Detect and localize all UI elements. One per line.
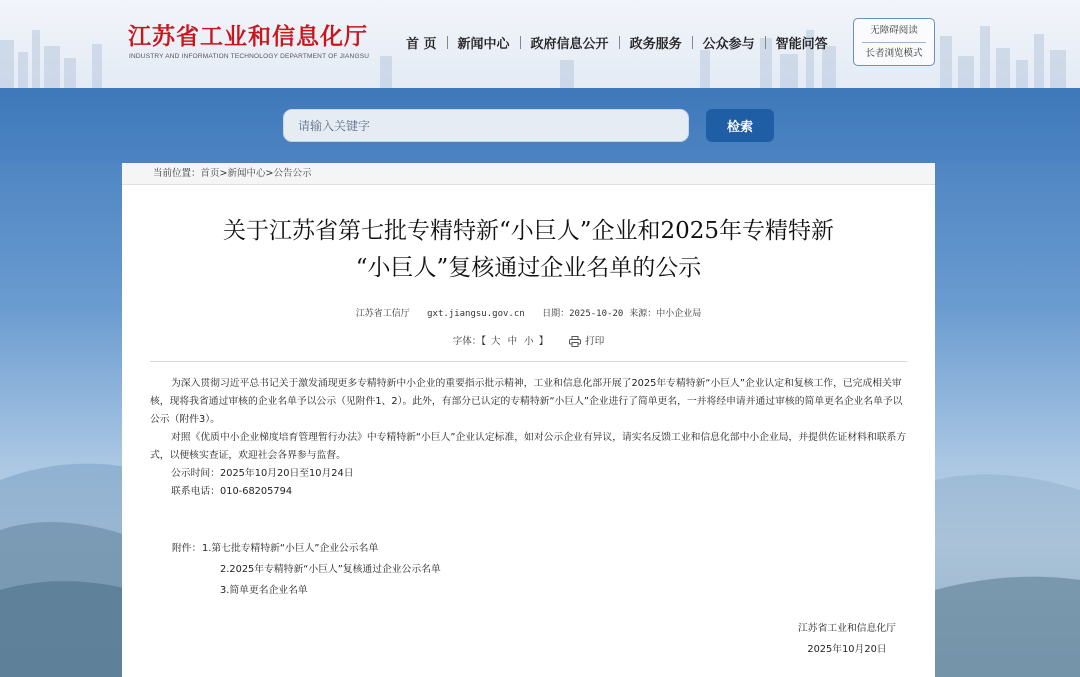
nav-news[interactable]: 新闻中心 xyxy=(457,37,510,52)
attachment-3[interactable]: 3.简单更名企业名单 xyxy=(220,585,308,596)
search-button[interactable]: 检索 xyxy=(706,109,774,142)
nav-separator xyxy=(765,36,766,49)
breadcrumb-sep: > xyxy=(219,168,228,179)
article-source: 江苏省工信厅 xyxy=(355,309,410,319)
title-line-2: “小巨人”复核通过企业名单的公示 xyxy=(355,255,702,281)
signature-date: 2025年10月20日 xyxy=(807,644,887,655)
signature-block xyxy=(798,618,896,660)
contact-phone: 联系电话：010-68205794 xyxy=(171,486,293,497)
printer-icon xyxy=(569,336,581,347)
attachment-1[interactable]: 1.第七批专精特新“小巨人”企业公示名单 xyxy=(202,543,379,554)
notice-period: 公示时间：2025年10月20日至10月24日 xyxy=(171,468,354,479)
nav-separator xyxy=(520,36,521,49)
article-panel xyxy=(122,163,935,677)
search-input[interactable] xyxy=(283,109,689,142)
site-header xyxy=(0,0,1080,88)
font-medium-button[interactable]: 中 xyxy=(507,336,518,347)
breadcrumb-notice[interactable]: 公告公示 xyxy=(273,168,312,179)
divider xyxy=(862,42,926,43)
nav-services[interactable]: 政务服务 xyxy=(629,37,682,52)
nav-home[interactable]: 首 页 xyxy=(406,37,437,52)
nav-participation[interactable]: 公众参与 xyxy=(702,37,755,52)
main-nav xyxy=(400,33,834,52)
signature-org: 江苏省工业和信息化厅 xyxy=(798,623,896,634)
site-logo-subtitle: INDUSTRY AND INFORMATION TECHNOLOGY DEPARTMENT OF JIANGSU xyxy=(129,53,370,60)
attachment-2[interactable]: 2.2025年专精特新“小巨人”复核通过企业公示名单 xyxy=(220,564,441,575)
font-small-button[interactable]: 小 xyxy=(524,336,534,347)
paragraph-1: 为深入贯彻习近平总书记关于激发涌现更多专精特新中小企业的重要指示批示精神，工业和信息化部开展了2025年专精特新“小巨人”企业认定和复核工作，已完成相关审核，现将我省通过审核的企业名单予以公示（见附件1、2）。此外，有部分已认定的专精特新“小巨人”企业进行了简单更名，一并将经申请并通过审核的简单更名企业名单予以公示（附件3）。 xyxy=(150,378,903,425)
article-body xyxy=(150,375,907,501)
title-line-1: 关于江苏省第七批专精特新“小巨人”企业和2025年专精特新 xyxy=(222,218,835,244)
paragraph-2: 对照《优质中小企业梯度培育管理暂行办法》中专精特新“小巨人”企业认定标准，如对公示企业有异议，请实名反馈工业和信息化部中小企业局，并提供佐证材料和联系方式，以便核实查证，欢迎社会各界参与监督。 xyxy=(150,432,907,461)
print-label: 打印 xyxy=(585,336,605,347)
accessible-reading-button[interactable]: 无障碍阅读 xyxy=(870,24,918,36)
elder-mode-button[interactable]: 长者浏览模式 xyxy=(865,47,923,59)
attachments-label: 附件： xyxy=(172,543,202,554)
article-meta xyxy=(122,306,935,319)
font-label: 字体：【 xyxy=(452,336,487,347)
article-title xyxy=(122,213,935,287)
font-size-controls xyxy=(122,333,935,347)
meta-divider xyxy=(150,361,907,362)
accessibility-panel xyxy=(853,18,935,66)
attachments-list xyxy=(172,538,441,601)
breadcrumb xyxy=(122,163,935,185)
nav-qa[interactable]: 智能问答 xyxy=(775,37,828,52)
site-logo-title[interactable]: 江苏省工业和信息化厅 xyxy=(128,23,368,50)
nav-separator xyxy=(619,36,620,49)
breadcrumb-label: 当前位置： xyxy=(153,168,201,179)
article-site: gxt.jiangsu.gov.cn xyxy=(427,309,525,319)
breadcrumb-home[interactable]: 首页 xyxy=(200,168,220,179)
breadcrumb-sep: > xyxy=(265,168,274,179)
article-origin: 来源：中小企业局 xyxy=(629,309,702,319)
article-date: 日期：2025-10-20 xyxy=(542,309,624,319)
font-close: 】 xyxy=(538,336,549,347)
print-button[interactable] xyxy=(569,336,604,347)
font-large-button[interactable]: 大 xyxy=(491,336,501,347)
nav-gov-info[interactable]: 政府信息公开 xyxy=(530,37,609,52)
nav-separator xyxy=(447,36,448,49)
breadcrumb-news[interactable]: 新闻中心 xyxy=(227,168,266,179)
nav-separator xyxy=(692,36,693,49)
